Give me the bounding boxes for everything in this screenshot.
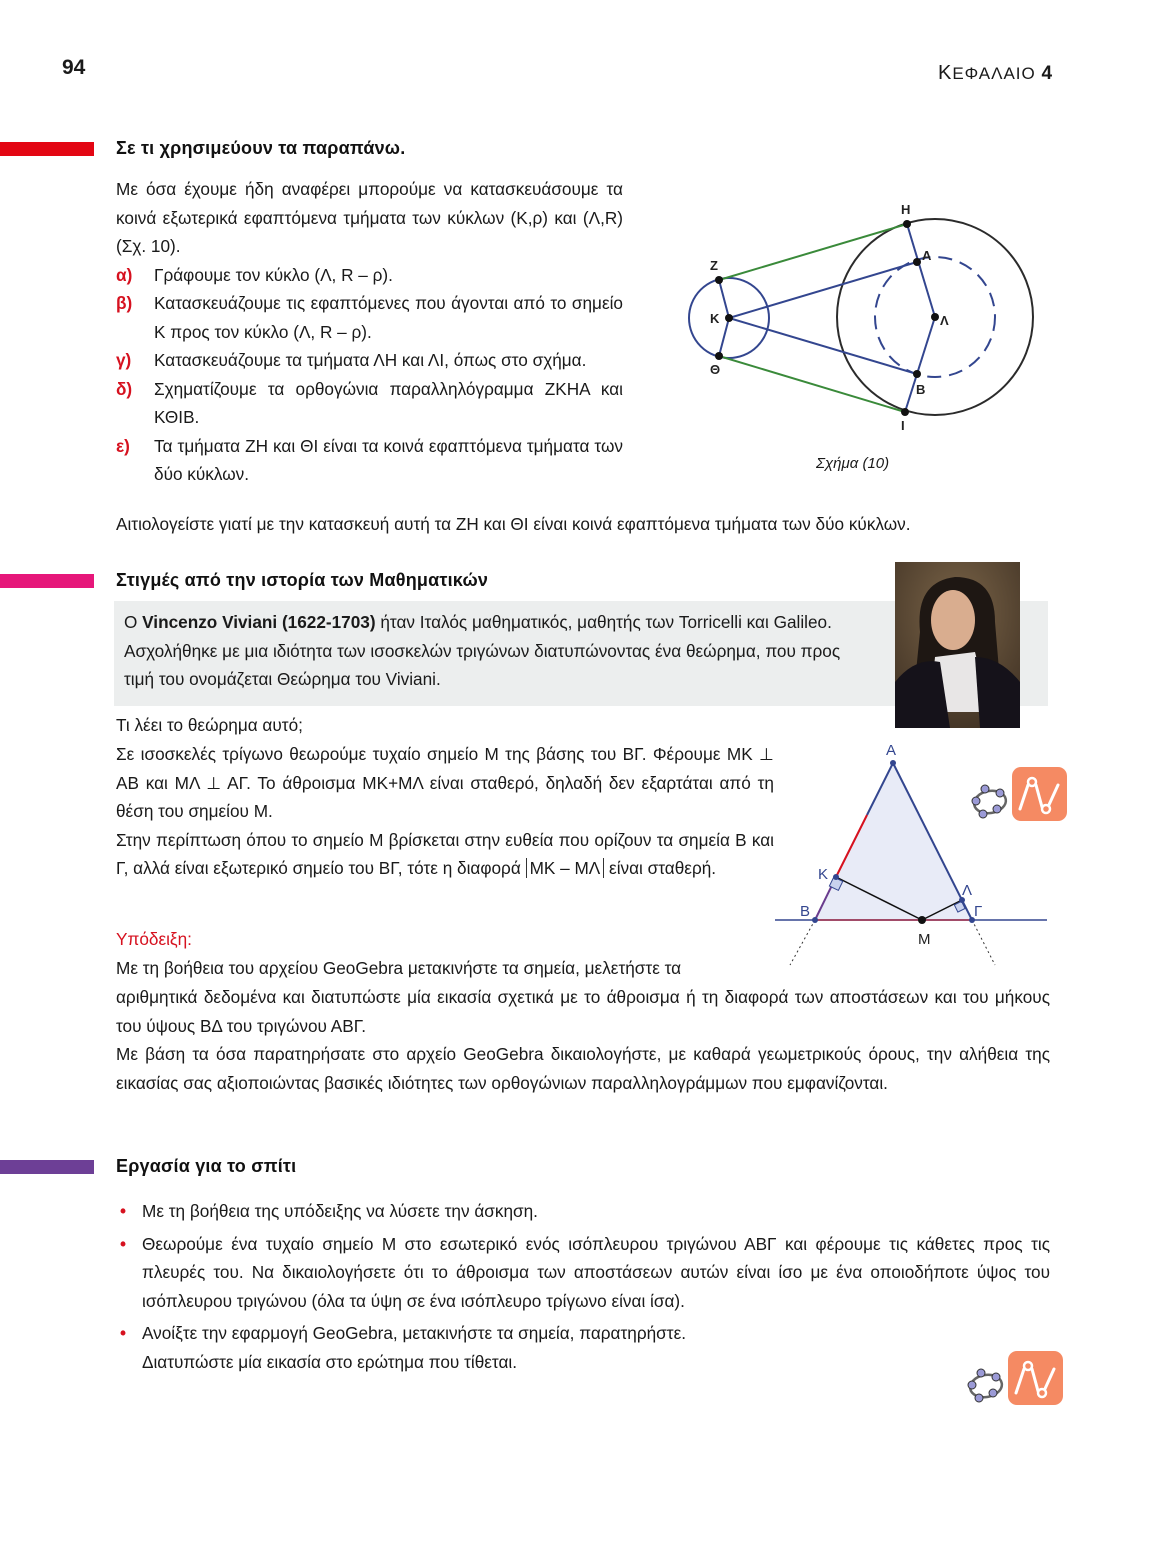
step-text: Γράφουμε τον κύκλο (Λ, R – ρ).	[154, 264, 393, 285]
portrait-image	[895, 562, 1020, 728]
triangle-fill	[815, 763, 972, 920]
theorem-statement	[116, 740, 774, 883]
bullet-icon: •	[120, 1233, 127, 1254]
chapter-initial: Κ	[938, 62, 953, 84]
bullet-icon: •	[120, 1323, 127, 1343]
step-item	[116, 289, 623, 346]
figure-10-caption: Σχήμα (10)	[816, 455, 890, 472]
segment-HL	[907, 224, 935, 317]
segment-KTh	[719, 318, 729, 356]
section1-title: Σε τι χρησιμεύουν τα παραπάνω.	[116, 138, 406, 158]
tangent-ZH	[719, 224, 907, 280]
point-B	[913, 370, 921, 378]
point-A	[913, 258, 921, 266]
point-Z	[715, 276, 723, 284]
section1-body	[116, 175, 623, 489]
label-Z: Ζ	[710, 258, 718, 273]
extension-G	[972, 920, 995, 965]
section1-conclusion: Αιτιολογείστε γιατί με την κατασκευή αυτή τα ΖΗ και ΘΙ είναι κοινά εφαπτόμενα τμήματα των δύο κύκλων.	[116, 514, 911, 534]
label-B: Β	[800, 903, 811, 920]
theorem-p2-text: Στην περίπτωση όπου το σημείο Μ βρίσκεται στην ευθεία που ορίζουν τα σημεία Β και Γ, αλλά είναι εξωτερικό σημείο του ΒΓ, τότε η διαφορά	[116, 829, 774, 878]
step-text: Σχηματίζουμε τα ορθογώνια παραλληλόγραμμα ΖΚΗΑ και ΚΘΙΒ.	[154, 378, 623, 427]
biography-text	[124, 608, 869, 694]
homework-text: Με τη βοήθεια της υπόδειξης να λύσετε την άσκηση.	[142, 1201, 538, 1221]
label-B: Β	[916, 382, 926, 397]
step-label: γ)	[116, 350, 132, 370]
theorem-p1: Σε ισοσκελές τρίγωνο θεωρούμε τυχαίο σημείο Μ της βάσης του ΒΓ. Φέρουμε ΜΚ ⊥ ΑΒ και ΜΛ ⊥ ΑΓ. Το άθροισμα ΜΚ+ΜΛ είναι σταθερό, δηλαδή δεν εξαρτάται από τη θέση του σημείου Μ.	[116, 744, 774, 821]
label-Th: Θ	[710, 362, 721, 377]
homework-text: Θεωρούμε ένα τυχαίο σημείο Μ στο εσωτερικό ενός ισόπλευρου τριγώνου ΑΒΓ και φέρουμε τις κάθετες προς τις πλευρές του. Να δικαιολογήσετε ότι το άθροισμα των αποστάσεων αυτών είναι ίσο με ένα οποιοδήποτε ύψος του ισόπλευρου τριγώνου (όλα τα ύψη σε ένα ισόπλευρο τρίγωνο είναι ίσα).	[142, 1233, 1050, 1311]
hint-rest: αριθμητικά δεδομένα και διατυπώστε μία εικασία σχετικά με το άθροισμα ή τη διαφορά των αποστάσεων και του μήκους του ύψους ΒΔ του τριγώνου ΑΒΓ.	[116, 987, 1050, 1036]
chapter-heading	[938, 62, 1053, 85]
step-item	[116, 375, 623, 432]
figure-10-circles	[680, 190, 1050, 440]
label-H: Η	[901, 202, 911, 217]
section-bar-pink	[0, 574, 94, 588]
segment-ZK	[719, 280, 729, 318]
point-Th	[715, 352, 723, 360]
section1-intro: Με όσα έχουμε ήδη αναφέρει μπορούμε να κατασκευάσουμε τα κοινά εξωτερικά εφαπτόμενα τμήματα των κύκλων (Κ,ρ) και (Λ,R) (Σχ. 10).	[116, 179, 623, 256]
label-K: Κ	[710, 311, 720, 326]
step-label: α)	[116, 264, 133, 285]
homework-text-line2: Διατυπώστε μία εικασία στο ερώτημα που τίθεται.	[142, 1351, 517, 1372]
bio-prefix: Ο	[124, 612, 143, 632]
step-label: β)	[116, 293, 133, 313]
point-I	[901, 408, 909, 416]
label-A: Α	[922, 248, 932, 263]
segment-IL	[905, 317, 935, 412]
label-K: Κ	[818, 866, 829, 883]
tangent-ThI	[719, 356, 905, 412]
homework-item	[114, 1197, 1050, 1226]
step-item	[116, 261, 623, 290]
section-bar-purple	[0, 1160, 94, 1174]
theorem-p2-end: είναι σταθερή.	[604, 858, 717, 878]
section-bar-red	[0, 142, 94, 156]
bio-rest: ήταν Ιταλός μαθηματικός, μαθητής των Torricelli και Galileo. Ασχολήθηκε με μια ιδιότητα των ισοσκελών τριγώνων διατυπώνοντας ένα θεώρημα, που προς τιμή του ονομάζεται Θεώρημα του Viviani.	[124, 612, 841, 689]
bio-name: Vincenzo Viviani (1622-1703)	[142, 612, 376, 632]
hint-line1: Με τη βοήθεια του αρχείου GeoGebra μετακινήστε τα σημεία, μελετήστε τα	[116, 958, 682, 978]
point-L	[931, 313, 939, 321]
point-B	[812, 917, 818, 923]
label-L: Λ	[940, 313, 949, 328]
theorem-question: Τι λέει το θεώρημα αυτό;	[116, 715, 303, 735]
point-A	[890, 760, 896, 766]
bullet-icon: •	[120, 1201, 127, 1221]
chapter-number: 4	[1041, 63, 1054, 84]
point-K	[833, 874, 839, 880]
step-label: δ)	[116, 378, 133, 399]
homework-text: Ανοίξτε την εφαρμογή GeoGebra, μετακινήστε τα σημεία, παρατηρήστε.	[142, 1323, 687, 1343]
hint-p2: Με βάση τα όσα παρατηρήσατε στο αρχείο GeoGebra δικαιολογήστε, με καθαρά γεωμετρικούς όρους, την αλήθεια της εικασίας σας αξιοποιώντας βασικές ιδιότητες των ορθογώνιων παραλληλογράμμων που εμφανίζονται.	[116, 1044, 1050, 1093]
label-G: Γ	[974, 903, 983, 920]
hint-label: Υπόδειξη:	[116, 929, 192, 949]
homework-list	[114, 1197, 1050, 1376]
step-text: Κατασκευάζουμε τα τμήματα ΛΗ και ΛΙ, όπως στο σχήμα.	[154, 350, 587, 370]
point-K	[725, 314, 733, 322]
homework-item	[114, 1319, 1050, 1376]
point-M	[918, 916, 926, 924]
geogebra-icon[interactable]	[964, 1351, 1064, 1407]
label-M: Μ	[918, 931, 931, 948]
step-text: Τα τμήματα ΖΗ και ΘΙ είναι τα κοινά εφαπτόμενα τμήματα των δύο κύκλων.	[154, 435, 623, 484]
point-H	[903, 220, 911, 228]
step-label: ε)	[116, 435, 130, 456]
geogebra-icon[interactable]	[968, 767, 1068, 823]
abs-difference: ΜΚ – ΜΛ	[526, 858, 605, 878]
homework-list-wrapper	[114, 1197, 1050, 1380]
extension-B	[790, 920, 815, 965]
step-item	[116, 346, 623, 375]
label-I: Ι	[901, 418, 905, 433]
label-L: Λ	[962, 882, 973, 899]
label-A: Α	[886, 742, 897, 759]
theorem-p2	[116, 826, 774, 883]
hint-body	[116, 983, 1050, 1097]
section2-title: Στιγμές από την ιστορία των Μαθηματικών	[116, 570, 489, 590]
step-text: Κατασκευάζουμε τις εφαπτόμενες που άγονται από το σημείο Κ προς τον κύκλο (Λ, R – ρ).	[154, 293, 623, 342]
step-item	[116, 432, 623, 489]
page-number: 94	[62, 56, 86, 79]
section3-title: Εργασία για το σπίτι	[116, 1156, 297, 1176]
homework-item	[114, 1230, 1050, 1316]
chapter-word: ΕΦΑΛΑΙΟ	[952, 64, 1036, 83]
